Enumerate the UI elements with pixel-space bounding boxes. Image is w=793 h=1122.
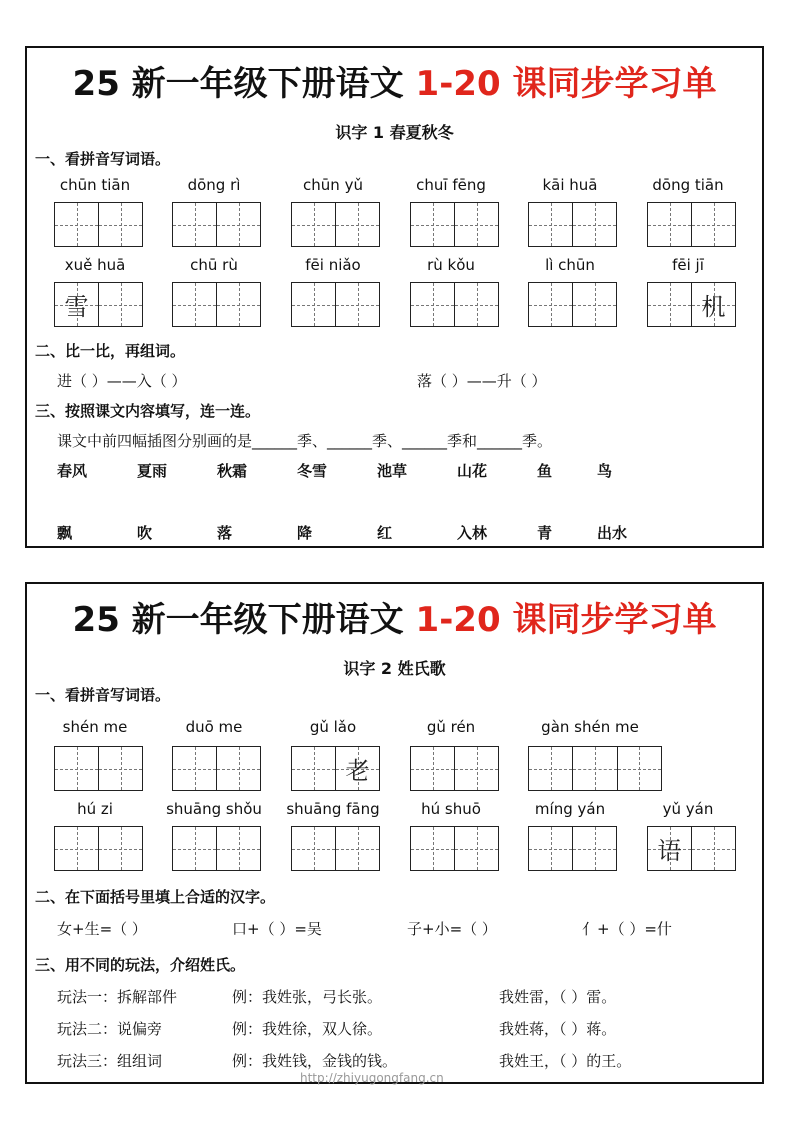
writing-cell[interactable] — [173, 283, 216, 326]
writing-cell[interactable] — [98, 747, 142, 790]
writing-cell[interactable] — [572, 827, 616, 870]
question-1-heading: 一、看拼音写词语。 — [35, 686, 171, 704]
question-2-heading: 二、比一比，再组词。 — [35, 342, 186, 360]
match-word-bottom[interactable]: 吹 — [137, 524, 153, 542]
pinyin-label: gǔ lǎo — [309, 718, 357, 736]
writing-grid[interactable] — [172, 282, 261, 327]
title-red-part: 1-20 课同步学习单 — [415, 600, 717, 640]
writing-cell[interactable] — [648, 283, 691, 326]
match-word-top[interactable]: 夏雨 — [137, 462, 168, 480]
writing-grid[interactable] — [528, 282, 617, 327]
cell-char: 语 — [657, 837, 682, 865]
writing-cell[interactable] — [173, 827, 216, 870]
pinyin-label: xuě huā — [64, 256, 126, 274]
pinyin-label: fēi jī — [672, 256, 704, 274]
writing-cell[interactable] — [529, 283, 572, 326]
pinyin-label: gǔ rén — [426, 718, 476, 736]
writing-grid[interactable] — [528, 746, 662, 791]
title-red-part: 1-20 课同步学习单 — [415, 64, 717, 104]
question-1-heading: 一、看拼音写词语。 — [35, 150, 171, 168]
writing-cell[interactable] — [454, 283, 498, 326]
radical-fill-item[interactable]: 亻+（ ）=什 — [582, 920, 672, 938]
radical-fill-item[interactable]: 子+小=（ ） — [407, 920, 497, 938]
writing-cell[interactable] — [173, 203, 216, 246]
pinyin-label: rù kǒu — [427, 256, 475, 274]
match-word-top[interactable]: 池草 — [377, 462, 408, 480]
lesson-subtitle: 识字 2 姓氏歌 — [343, 659, 446, 678]
pinyin-label: kāi huā — [542, 176, 598, 194]
writing-grid[interactable] — [172, 826, 261, 871]
match-word-bottom[interactable]: 飘 — [57, 524, 73, 542]
pinyin-label: chūn yǔ — [303, 176, 363, 194]
match-word-top[interactable]: 山花 — [457, 462, 488, 480]
writing-grid[interactable] — [54, 746, 143, 791]
pinyin-label: dōng rì — [187, 176, 241, 194]
writing-cell[interactable] — [454, 203, 498, 246]
pinyin-label: chūn tiān — [59, 176, 131, 194]
writing-grid[interactable] — [172, 202, 261, 247]
writing-grid[interactable] — [410, 746, 499, 791]
title-black-part: 25 新一年级下册语文 — [72, 64, 416, 104]
match-word-bottom[interactable]: 红 — [377, 524, 393, 542]
writing-grid[interactable] — [54, 282, 143, 327]
writing-cell[interactable] — [335, 827, 379, 870]
writing-cell[interactable] — [173, 747, 216, 790]
match-word-bottom[interactable]: 入林 — [457, 524, 488, 542]
compare-pair-right[interactable]: 落（ ）——升（ ） — [417, 372, 547, 390]
writing-cell[interactable] — [292, 283, 335, 326]
writing-cell[interactable] — [98, 827, 142, 870]
pinyin-label: míng yán — [534, 800, 606, 818]
method-task[interactable]: 我姓蒋，（ ）蒋。 — [499, 1020, 617, 1038]
writing-cell[interactable] — [648, 203, 691, 246]
writing-grid[interactable] — [291, 826, 380, 871]
writing-cell[interactable] — [216, 203, 260, 246]
method-label: 玩法一：拆解部件 — [57, 988, 178, 1006]
question-3-heading: 三、用不同的玩法，介绍姓氏。 — [35, 956, 246, 974]
pinyin-label: dōng tiān — [652, 176, 724, 194]
writing-cell[interactable] — [216, 283, 260, 326]
worksheet-lesson-2 — [25, 582, 764, 1084]
pinyin-label: shén me — [62, 718, 128, 736]
writing-cell[interactable] — [529, 203, 572, 246]
method-label: 玩法三：组组词 — [57, 1052, 163, 1070]
sheet-title — [27, 600, 762, 640]
pinyin-label: gàn shén me — [541, 718, 639, 736]
method-label: 玩法二：说偏旁 — [57, 1020, 163, 1038]
cell-char: 机 — [701, 293, 726, 321]
title-black-part: 25 新一年级下册语文 — [72, 600, 416, 640]
compare-pair-left[interactable]: 进（ ）——入（ ） — [57, 372, 187, 390]
pinyin-label: hú zi — [77, 800, 113, 818]
writing-grid[interactable] — [54, 202, 143, 247]
writing-cell[interactable] — [335, 283, 379, 326]
writing-cell[interactable] — [335, 747, 379, 790]
worksheet-lesson-1 — [25, 46, 764, 548]
method-task[interactable]: 我姓雷，（ ）雷。 — [499, 988, 617, 1006]
fill-in-sentence[interactable]: 课文中前四幅插图分别画的是______季、______季、______季和______季。 — [57, 432, 553, 450]
method-example: 例：我姓钱，金钱的钱。 — [232, 1052, 398, 1070]
writing-cell[interactable] — [411, 203, 454, 246]
writing-grid[interactable] — [291, 746, 380, 791]
writing-grid[interactable] — [647, 826, 736, 871]
watermark-url: http://zhiyugongfang.cn — [300, 1071, 444, 1085]
writing-cell[interactable] — [411, 747, 454, 790]
writing-cell[interactable] — [411, 827, 454, 870]
writing-cell[interactable] — [292, 203, 335, 246]
pinyin-label: chū rù — [190, 256, 238, 274]
writing-grid[interactable] — [647, 202, 736, 247]
writing-grid[interactable] — [528, 202, 617, 247]
writing-cell[interactable] — [335, 203, 379, 246]
cell-char: 老 — [345, 757, 370, 785]
writing-grid[interactable] — [410, 826, 499, 871]
match-word-top[interactable]: 秋霜 — [217, 462, 248, 480]
match-word-bottom[interactable]: 落 — [217, 524, 233, 542]
writing-cell[interactable] — [648, 827, 691, 870]
radical-fill-item[interactable]: 女+生=（ ） — [57, 920, 147, 938]
match-word-top[interactable]: 鱼 — [537, 462, 553, 480]
writing-cell[interactable] — [292, 747, 335, 790]
writing-cell[interactable] — [292, 827, 335, 870]
writing-grid[interactable] — [291, 202, 380, 247]
pinyin-label: yǔ yán — [662, 800, 714, 818]
writing-cell[interactable] — [691, 203, 735, 246]
writing-cell[interactable] — [617, 747, 661, 790]
writing-cell[interactable] — [55, 747, 98, 790]
writing-cell[interactable] — [98, 203, 142, 246]
writing-cell[interactable] — [411, 283, 454, 326]
writing-cell[interactable] — [55, 203, 98, 246]
writing-cell[interactable] — [572, 283, 616, 326]
match-word-bottom[interactable]: 降 — [297, 524, 313, 542]
writing-cell[interactable] — [529, 747, 572, 790]
writing-cell[interactable] — [572, 747, 616, 790]
question-3-heading: 三、按照课文内容填写，连一连。 — [35, 402, 261, 420]
writing-grid[interactable] — [528, 826, 617, 871]
writing-cell[interactable] — [691, 827, 735, 870]
writing-cell[interactable] — [98, 283, 142, 326]
writing-grid[interactable] — [54, 826, 143, 871]
method-example: 例：我姓张，弓长张。 — [232, 988, 383, 1006]
match-word-bottom[interactable]: 青 — [537, 524, 553, 542]
question-2-heading: 二、在下面括号里填上合适的汉字。 — [35, 888, 276, 906]
method-task[interactable]: 我姓王，（ ）的王。 — [499, 1052, 632, 1070]
method-example: 例：我姓徐，双人徐。 — [232, 1020, 383, 1038]
pinyin-label: hú shuō — [421, 800, 481, 818]
writing-grid[interactable] — [410, 282, 499, 327]
writing-grid[interactable] — [410, 202, 499, 247]
writing-grid[interactable] — [291, 282, 380, 327]
writing-grid[interactable] — [647, 282, 736, 327]
pinyin-label: chuī fēng — [416, 176, 486, 194]
writing-cell[interactable] — [55, 283, 98, 326]
writing-grid[interactable] — [172, 746, 261, 791]
lesson-subtitle: 识字 1 春夏秋冬 — [335, 123, 454, 142]
writing-cell[interactable] — [691, 283, 735, 326]
pinyin-label: lì chūn — [545, 256, 595, 274]
cell-char: 雪 — [64, 293, 89, 321]
pinyin-label: fēi niǎo — [305, 256, 361, 274]
radical-fill-item[interactable]: 口+（ ）=吴 — [232, 920, 322, 938]
writing-cell[interactable] — [529, 827, 572, 870]
pinyin-label: shuāng fāng — [286, 800, 380, 818]
pinyin-label: shuāng shǒu — [166, 800, 262, 818]
match-word-top[interactable]: 春风 — [57, 462, 88, 480]
match-word-top[interactable]: 鸟 — [597, 462, 613, 480]
writing-cell[interactable] — [55, 827, 98, 870]
writing-cell[interactable] — [216, 747, 260, 790]
sheet-title — [27, 64, 762, 104]
writing-cell[interactable] — [572, 203, 616, 246]
writing-cell[interactable] — [216, 827, 260, 870]
match-word-top[interactable]: 冬雪 — [297, 462, 328, 480]
writing-cell[interactable] — [454, 827, 498, 870]
writing-cell[interactable] — [454, 747, 498, 790]
pinyin-label: duō me — [185, 718, 243, 736]
match-word-bottom[interactable]: 出水 — [597, 524, 628, 542]
